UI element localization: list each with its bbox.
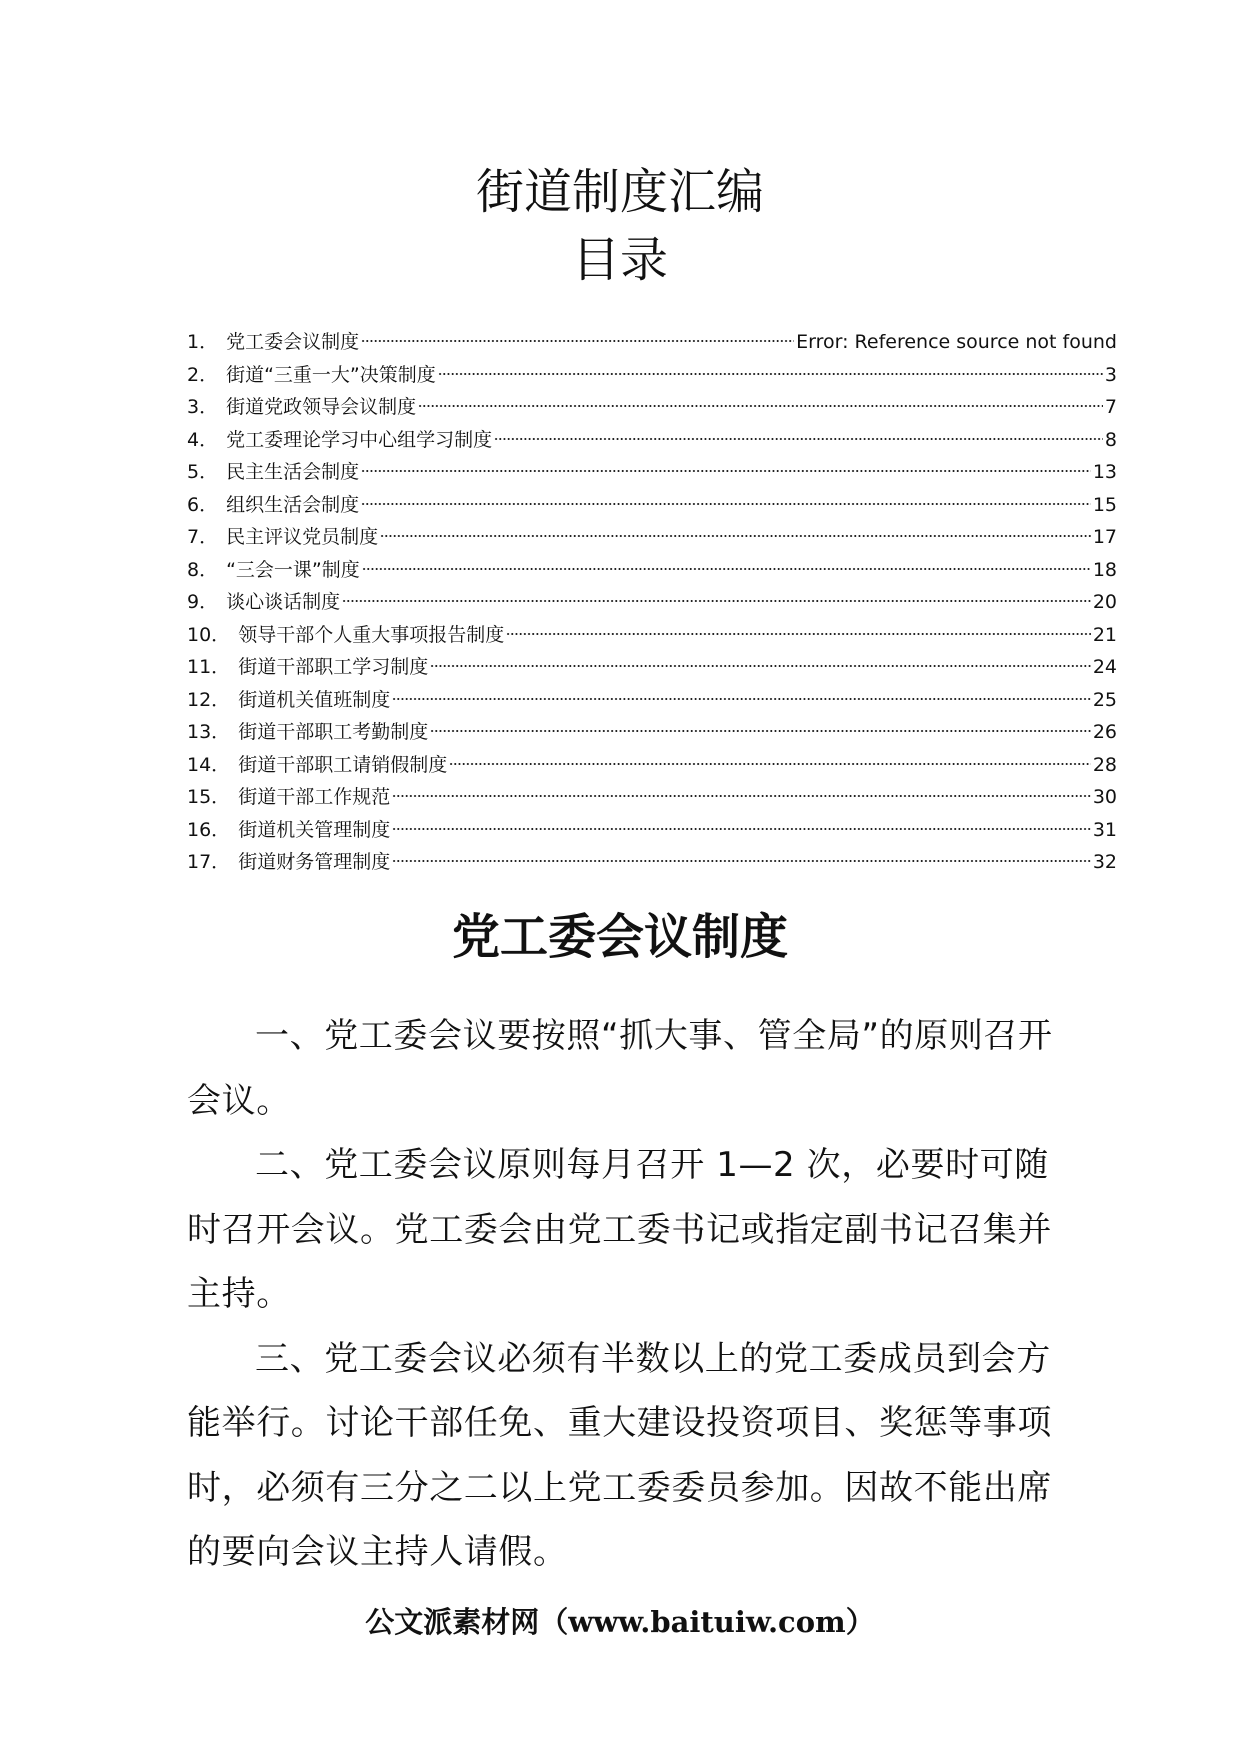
toc-entry-label: 街道干部职工考勤制度 — [238, 721, 429, 743]
toc-dot-leader — [506, 632, 1091, 636]
toc-entry[interactable] — [187, 424, 1117, 457]
toc-entry-page: 25 — [1092, 688, 1117, 711]
toc-entry-page: Error: Reference source not found — [796, 331, 1117, 353]
toc-entry-label: 党工委会议制度 — [226, 331, 360, 353]
toc-dot-leader — [342, 599, 1091, 603]
toc-dot-leader — [392, 859, 1091, 863]
toc-entry-number: 16． — [187, 818, 231, 841]
toc-entry-number: 8． — [187, 558, 219, 581]
toc-entry[interactable] — [187, 391, 1117, 424]
toc-entry-number: 13． — [187, 721, 231, 743]
toc-entry-label: 街道干部工作规范 — [238, 786, 391, 808]
toc-entry[interactable] — [187, 684, 1117, 717]
toc-entry[interactable] — [187, 489, 1117, 522]
toc-entry-number: 6． — [187, 493, 219, 516]
toc-entry[interactable] — [187, 651, 1117, 684]
toc-entry-page: 13 — [1092, 461, 1117, 483]
toc-dot-leader — [449, 762, 1091, 766]
toc-dot-leader — [361, 339, 794, 343]
toc-entry-label: 街道机关值班制度 — [238, 688, 391, 711]
toc-dot-leader — [418, 404, 1103, 408]
toc-entry-label: 领导干部个人重大事项报告制度 — [238, 623, 505, 646]
toc-entry-page: 24 — [1092, 656, 1117, 678]
toc-entry-label: 街道干部职工请销假制度 — [238, 753, 448, 776]
toc-entry-page: 7 — [1104, 396, 1117, 418]
toc-dot-leader — [361, 502, 1091, 506]
toc-entry-number: 12． — [187, 688, 231, 711]
toc-entry-label: 谈心谈话制度 — [226, 591, 341, 613]
toc-entry[interactable] — [187, 456, 1117, 489]
toc-entry-page: 8 — [1104, 428, 1117, 451]
toc-dot-leader — [362, 567, 1091, 571]
toc-entry-number: 5． — [187, 461, 219, 483]
toc-entry-page: 28 — [1092, 753, 1117, 776]
toc-entry-page: 3 — [1104, 363, 1117, 386]
toc-entry-number: 17． — [187, 851, 231, 873]
toc-dot-leader — [392, 697, 1091, 701]
toc-dot-leader — [392, 827, 1091, 831]
body-paragraph: 一、党工委会议要按照“抓大事、管全局”的原则召开会议。 — [187, 1016, 1053, 1121]
toc-entry-label: 党工委理论学习中心组学习制度 — [226, 428, 493, 451]
document-title: 街道制度汇编 — [475, 164, 764, 220]
toc-entry-number: 15． — [187, 786, 231, 808]
toc-dot-leader — [392, 794, 1091, 798]
section-body — [187, 1004, 1057, 1585]
footer-watermark: 公文派素材网（www.baituiw.com） — [365, 1605, 875, 1639]
toc-entry-label: “三会一课”制度 — [226, 558, 360, 581]
toc-entry[interactable] — [187, 846, 1117, 879]
table-of-contents — [187, 326, 1117, 879]
toc-entry-number: 14． — [187, 753, 231, 776]
toc-entry-page: 21 — [1092, 623, 1117, 646]
toc-entry[interactable] — [187, 554, 1117, 587]
toc-entry-number: 2． — [187, 363, 219, 386]
toc-entry-number: 11． — [187, 656, 231, 678]
toc-entry-number: 1． — [187, 331, 219, 353]
toc-entry-page: 18 — [1092, 558, 1117, 581]
toc-entry[interactable] — [187, 814, 1117, 847]
toc-entry[interactable] — [187, 359, 1117, 392]
toc-entry-number: 3． — [187, 396, 219, 418]
toc-dot-leader — [430, 729, 1091, 733]
toc-entry-page: 17 — [1092, 526, 1117, 548]
toc-entry[interactable] — [187, 749, 1117, 782]
toc-entry[interactable] — [187, 326, 1117, 359]
toc-entry-label: 街道党政领导会议制度 — [226, 396, 417, 418]
toc-entry-page: 32 — [1092, 851, 1117, 873]
toc-entry[interactable] — [187, 619, 1117, 652]
toc-entry-page: 30 — [1092, 786, 1117, 808]
toc-heading: 目录 — [571, 232, 668, 288]
toc-entry-page: 20 — [1092, 591, 1117, 613]
toc-entry-number: 4． — [187, 428, 219, 451]
body-paragraph: 二、党工委会议原则每月召开 1—2 次，必要时可随时召开会议。党工委会由党工委书记或指定副书记召集并主持。 — [187, 1145, 1052, 1314]
toc-entry[interactable] — [187, 521, 1117, 554]
toc-entry-number: 7． — [187, 526, 219, 548]
toc-entry-number: 9． — [187, 591, 219, 613]
toc-dot-leader — [494, 437, 1103, 441]
toc-entry-label: 街道财务管理制度 — [238, 851, 391, 873]
toc-entry-label: 街道“三重一大”决策制度 — [226, 363, 436, 386]
toc-entry[interactable] — [187, 716, 1117, 749]
toc-dot-leader — [361, 469, 1091, 473]
toc-dot-leader — [380, 534, 1091, 538]
toc-entry[interactable] — [187, 781, 1117, 814]
toc-entry-label: 民主生活会制度 — [226, 461, 360, 483]
toc-entry-label: 民主评议党员制度 — [226, 526, 379, 548]
toc-dot-leader — [438, 372, 1103, 376]
toc-entry-number: 10． — [187, 623, 231, 646]
toc-entry-page: 26 — [1092, 721, 1117, 743]
toc-entry-label: 街道干部职工学习制度 — [238, 656, 429, 678]
toc-entry-label: 街道机关管理制度 — [238, 818, 391, 841]
toc-entry-page: 31 — [1092, 818, 1117, 841]
body-paragraph: 三、党工委会议必须有半数以上的党工委成员到会方能举行。讨论干部任免、重大建设投资项目、奖惩等事项时，必须有三分之二以上党工委委员参加。因故不能出席的要向会议主持人请假。 — [187, 1338, 1052, 1572]
toc-entry-page: 15 — [1092, 493, 1117, 516]
section-title: 党工委会议制度 — [451, 909, 788, 965]
toc-entry-label: 组织生活会制度 — [226, 493, 360, 516]
toc-dot-leader — [430, 664, 1091, 668]
toc-entry[interactable] — [187, 586, 1117, 619]
